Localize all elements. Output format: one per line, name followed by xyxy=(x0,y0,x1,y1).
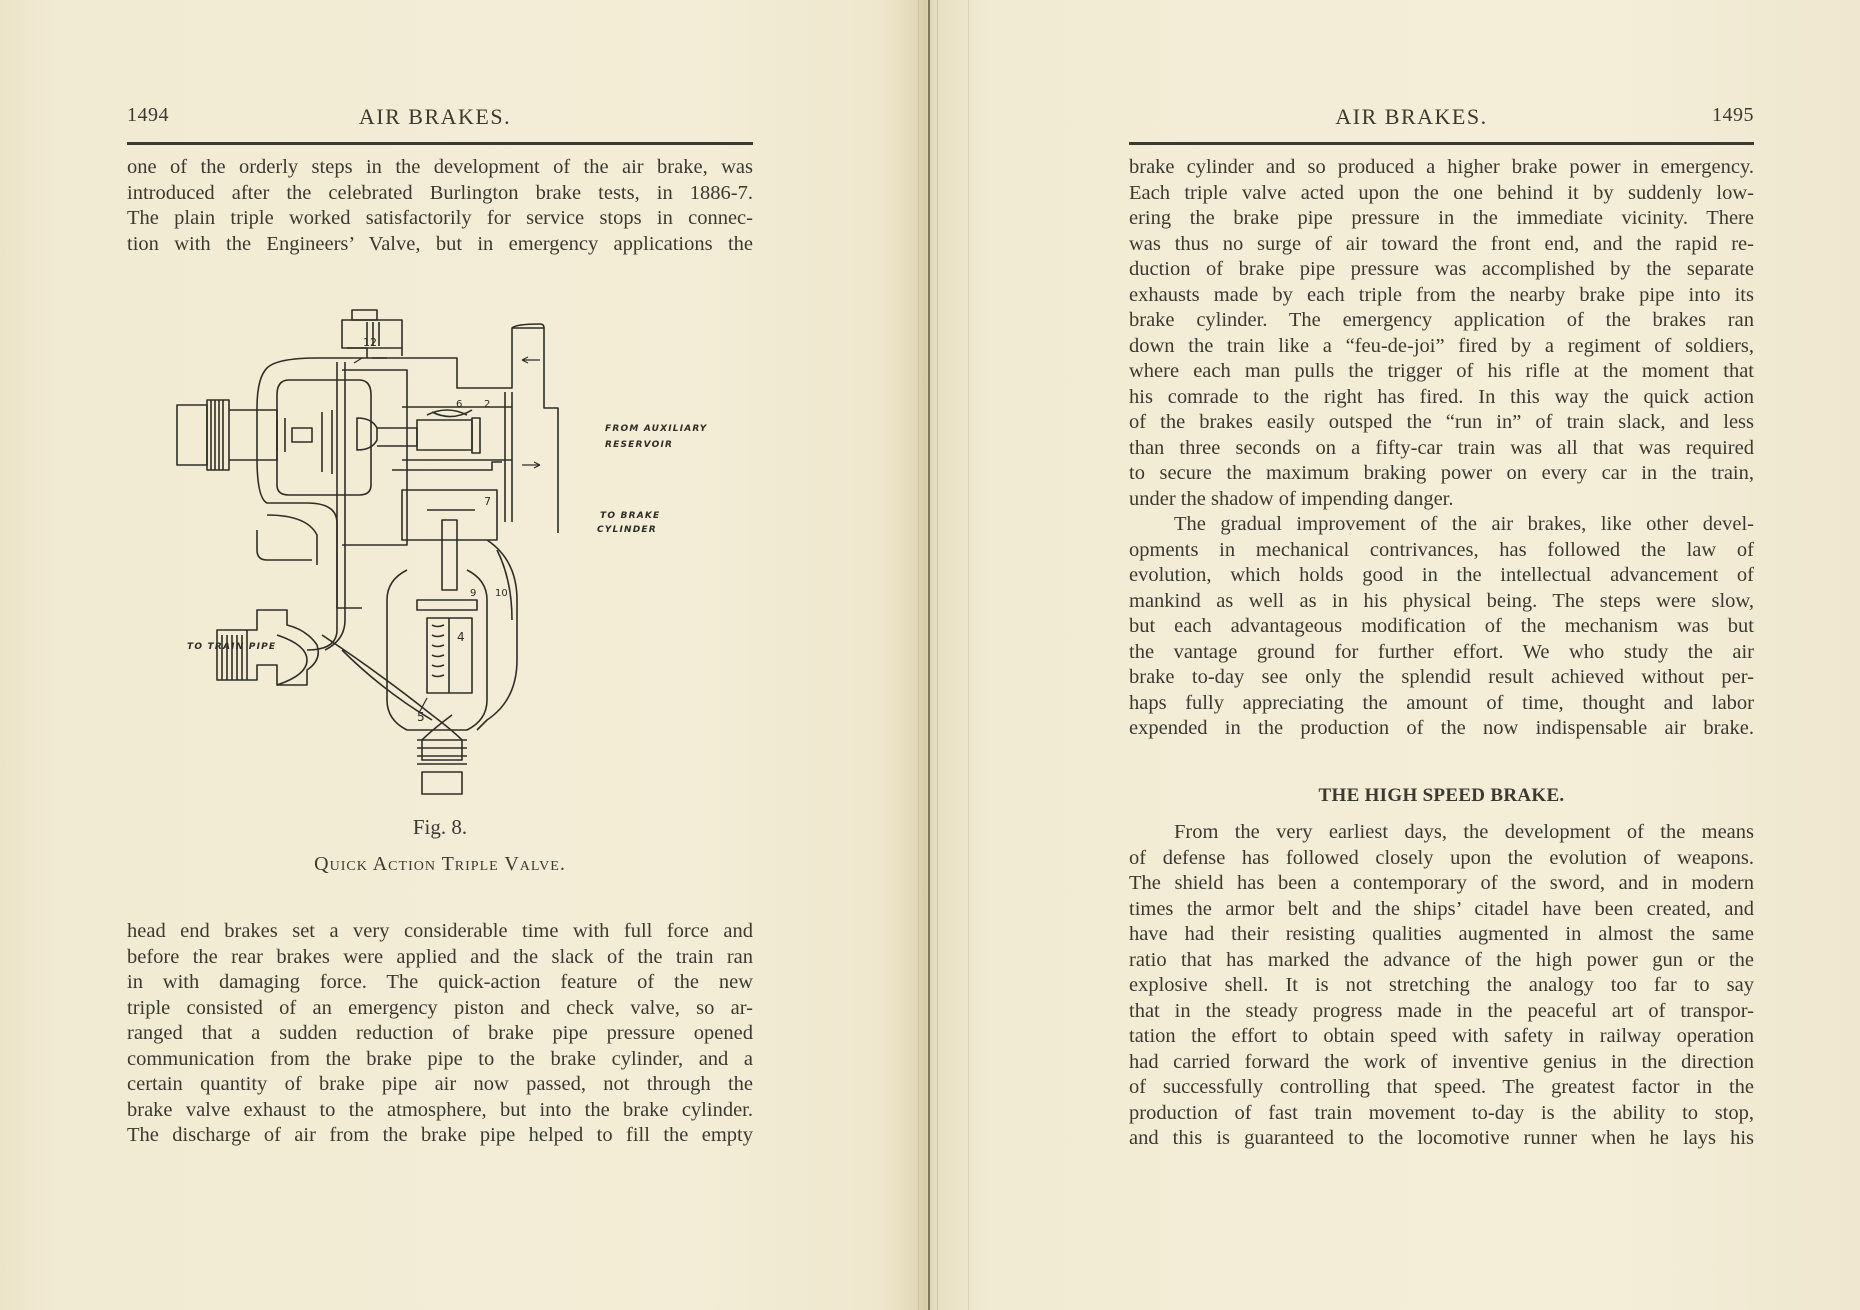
section-heading: THE HIGH SPEED BRAKE. xyxy=(1318,785,1565,806)
text-line: was thus no surge of air toward the front end, and the rapid re- xyxy=(1129,232,1754,255)
text-line: of successfully controlling that speed. The greatest factor in the xyxy=(1129,1076,1754,1098)
part-label: 5 xyxy=(417,710,425,724)
text-line: exhausts made by each triple from the nearby brake pipe into its xyxy=(1129,283,1754,306)
book-gutter xyxy=(928,0,930,1310)
text-line: haps fully appreciating the amount of time, thought and labor xyxy=(1129,691,1754,714)
gutter-shadow xyxy=(918,0,919,1310)
text-line: in with damaging force. The quick-action feature of the new xyxy=(127,971,753,993)
text-line: and this is guaranteed to the locomotive runner when he lays his xyxy=(1129,1127,1754,1149)
page-number: 1494 xyxy=(127,104,169,126)
label-cylinder: CYLINDER xyxy=(597,525,657,535)
left-page xyxy=(127,0,753,1310)
text-line: mankind as well as in his physical being. The steps were slow, xyxy=(1129,589,1754,612)
text-line: ering the brake pipe pressure in the immediate vicinity. There xyxy=(1129,207,1754,229)
text-line: of defense has followed closely upon the evolution of weapons. xyxy=(1129,846,1754,869)
text-line: than three seconds on a fifty-car train was all that was required xyxy=(1129,436,1754,459)
text-line: that in the steady progress made in the peaceful art of transpor- xyxy=(1129,999,1754,1022)
text-line: communication from the brake pipe to the brake cylinder, and a xyxy=(127,1047,753,1070)
part-label: 10 xyxy=(495,588,508,599)
figure-number: Fig. 8. xyxy=(412,815,468,839)
text-line: The gradual improvement of the air brakes, like other devel- xyxy=(1174,513,1754,535)
text-line: expended in the production of the now indispensable air brake. xyxy=(1129,717,1754,739)
paragraph xyxy=(127,155,753,257)
text-line: the vantage ground for further effort. We who study the air xyxy=(1129,640,1754,663)
text-line: tation the effort to obtain speed with safety in railway operation xyxy=(1129,1025,1754,1047)
text-line: of the brakes easily outsped the “run in” of train slack, and less xyxy=(1129,411,1754,433)
text-line: before the rear brakes were applied and the slack of the train ran xyxy=(127,945,753,968)
figure-caption: Quick Action Triple Valve. xyxy=(314,853,566,875)
text-line: brake valve exhaust to the atmosphere, but into the brake cylinder. xyxy=(127,1098,753,1121)
paragraph xyxy=(127,919,753,1149)
header-rule xyxy=(127,142,753,145)
running-head-title: AIR BRAKES. xyxy=(358,104,512,129)
label-reservoir: RESERVOIR xyxy=(605,440,674,450)
part-label: 7 xyxy=(484,495,491,508)
part-label: 6 xyxy=(456,399,463,410)
text-line: explosive shell. It is not stretching the analogy too far to say xyxy=(1129,974,1754,996)
text-line: have had their resisting qualities augmented in almost the same xyxy=(1129,923,1754,945)
part-label: 12 xyxy=(363,336,377,349)
text-line: down the train like a “feu-de-joi” fired by a regiment of soldiers, xyxy=(1129,334,1754,357)
text-line: times the armor belt and the ships’ citadel have been created, and xyxy=(1129,897,1754,920)
label-to-brake: TO BRAKE xyxy=(600,511,661,521)
right-page xyxy=(1129,0,1754,1310)
text-line: brake cylinder. The emergency application of the brakes ran xyxy=(1129,309,1754,331)
gutter-shadow xyxy=(937,0,938,1310)
paragraph xyxy=(1129,820,1754,1152)
text-line: brake to-day see only the splendid result achieved without per- xyxy=(1129,666,1754,688)
text-line: ranged that a sudden reduction of brake pipe pressure opened xyxy=(127,1022,753,1044)
page-number: 1495 xyxy=(1712,104,1754,126)
text-line: production of fast train movement to-day is the ability to stop, xyxy=(1129,1101,1754,1124)
label-to-train-pipe: TO TRAIN PIPE xyxy=(187,642,277,652)
running-header xyxy=(1129,104,1754,134)
text-line: Each triple valve acted upon the one behind it by suddenly low- xyxy=(1129,181,1754,204)
text-line: The shield has been a contemporary of the sword, and in modern xyxy=(1129,872,1754,894)
running-header xyxy=(127,104,753,134)
part-label: 4 xyxy=(457,630,465,644)
text-line: to secure the maximum braking power on every car in the train, xyxy=(1129,462,1754,484)
gutter-shadow xyxy=(968,0,969,1310)
text-line: his comrade to the right has fired. In this way the quick action xyxy=(1129,385,1754,408)
running-head-title: AIR BRAKES. xyxy=(1335,104,1488,129)
text-line: tion with the Engineers’ Valve, but in emergency applications the xyxy=(127,232,753,255)
part-label: 9 xyxy=(470,588,477,599)
figure-triple-valve xyxy=(127,300,753,810)
text-line: duction of brake pipe pressure was accomplished by the separate xyxy=(1129,258,1754,280)
text-line: triple consisted of an emergency piston and check valve, so ar- xyxy=(127,996,753,1019)
paragraph xyxy=(1129,155,1754,742)
text-line: where each man pulls the trigger of his rifle at the moment that xyxy=(1129,360,1754,382)
text-line: evolution, which holds good in the intellectual advancement of xyxy=(1129,564,1754,586)
text-line: From the very earliest days, the development of the means xyxy=(1174,821,1754,843)
triple-valve-diagram xyxy=(127,300,753,810)
text-line: one of the orderly steps in the development of the air brake, was xyxy=(127,156,753,178)
text-line: opments in mechanical contrivances, has followed the law of xyxy=(1129,538,1754,561)
text-line: certain quantity of brake pipe air now passed, not through the xyxy=(127,1073,753,1095)
text-line: The plain triple worked satisfactorily for service stops in connec- xyxy=(127,207,753,229)
part-label: 2 xyxy=(484,399,491,410)
label-from-auxiliary: FROM AUXILIARY xyxy=(605,424,708,434)
text-line: but each advantageous modification of the mechanism was but xyxy=(1129,615,1754,637)
text-line: head end brakes set a very considerable time with full force and xyxy=(127,920,753,942)
text-line: under the shadow of impending danger. xyxy=(1129,487,1454,510)
text-line: brake cylinder and so produced a higher brake power in emergency. xyxy=(1129,156,1754,178)
text-line: ratio that has marked the advance of the high power gun or the xyxy=(1129,948,1754,971)
header-rule xyxy=(1129,142,1754,145)
text-line: had carried forward the work of inventive genius in the direction xyxy=(1129,1050,1754,1073)
text-line: introduced after the celebrated Burlington brake tests, in 1886-7. xyxy=(127,181,753,204)
text-line: The discharge of air from the brake pipe helped to fill the empty xyxy=(127,1124,753,1146)
